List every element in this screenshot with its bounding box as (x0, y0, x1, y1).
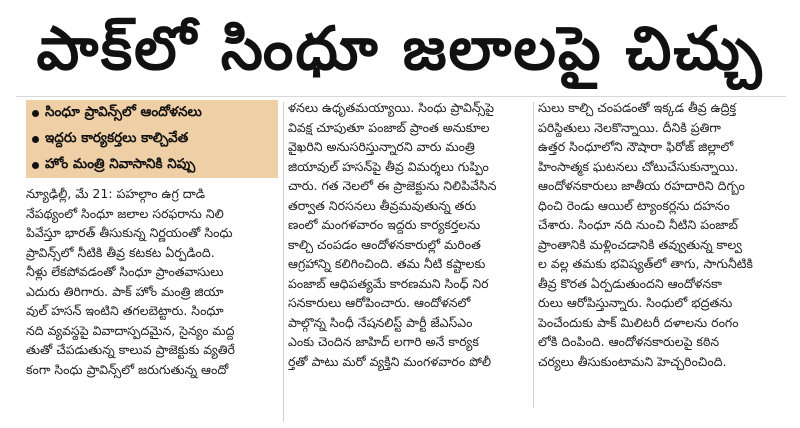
text-line: సులు కాల్చి చంపడంతో ఇక్కడ తీవ్ర ఉద్రిక్త (538, 100, 736, 115)
bullet-icon (32, 162, 39, 169)
text-line: సనకారులు ఆరోపించారు. ఆందోళనలో (288, 295, 471, 310)
column-divider (533, 102, 534, 408)
text-line: ఎంకు చెందిన జాహిద్ లగారి అనే కార్యక (288, 334, 479, 349)
text-line: ఆగ్రహాన్ని కలిగించింది. తమ నీటి కష్టాలకు (288, 256, 486, 271)
article-column-1 (26, 184, 278, 424)
text-line: ఎదురు తిరిగారు. పాక్ హోం మంత్రి జియా (26, 283, 224, 299)
bullet-icon (32, 136, 39, 143)
highlight-text: హోం మంత్రి నివాసానికి నిప్పు (45, 155, 196, 172)
text-line: వివక్ష చూపుతూ పంజాబ్ ప్రాంత అనుకూల (288, 119, 490, 135)
text-line: ల వల్ల తమకు భవిష్యత్‌లో తాగు, సాగునీటికి (538, 256, 753, 271)
article-column-2 (288, 98, 528, 422)
headline-rule (16, 96, 786, 97)
text-line: పరిస్థితులు నెలకొన్నాయి. దీనికి ప్రతిగా (538, 119, 721, 135)
text-line: వుల్ హసన్ ఇంటిని తగలబెట్టారు. సింధూ (26, 303, 224, 318)
text-line: తర్వాత నిరసనలు తీవ్రమవుతున్న తరు (288, 197, 477, 213)
highlight-text: సింధూ ప్రావిన్స్‌లో ఆందోళనలు (45, 103, 202, 120)
text-line: ధించి రెండు ఆయిల్ ట్యాంకర్లను దహనం (538, 197, 730, 213)
highlight-item (26, 100, 278, 126)
text-line: ణంలో మంగళవారం ఇద్దరు కార్యకర్తలను (288, 217, 481, 232)
text-line: ర్తతో పాటు మరో వ్యక్తిని మంగళవారం పోలీ (288, 353, 492, 369)
text-line: పెంచేందుకు పాక్ మిలిటరీ దళాలను రంగం (538, 314, 739, 330)
text-line: కాల్చి చంపడం ఆందోళనకారుల్లో మరింత (288, 236, 481, 252)
text-line: ప్రాంతానికి మళ్లించడానికి తవ్వుతున్న కాల్వ (538, 236, 742, 252)
highlight-item (26, 152, 278, 178)
headline: పాక్‌లో సింధూ జలాలపై చిచ్చు (36, 14, 764, 84)
bullet-icon (32, 110, 39, 117)
text-line: నది వ్యవస్థపై వివాదాస్పదమైన, సైన్యం మద్ద (26, 322, 235, 338)
text-line: తుతో చేపడుతున్న కాలువ ప్రాజెక్టుకు వ్యతిరే (26, 342, 235, 357)
text-line: హింసాత్మక ఘటనలు చోటుచేసుకున్నాయి. (538, 158, 739, 174)
text-line: పంజాబ్ ఆధిపత్యమే కారణమని సింధ్ నిర (288, 275, 489, 291)
text-line: ళనలు ఉధృతమయ్యాయి. సింధు ప్రావిన్స్‌పై (288, 100, 494, 115)
text-line: పివేస్తూ భారత్ తీసుకున్న నిర్ణయంతో సింధు (26, 225, 233, 240)
text-line: కంగా సింధు ప్రావిన్స్‌లో జరుగుతున్న ఆందో (26, 361, 229, 377)
text-line: చర్యలు తీసుకుంటామని హెచ్చరించింది. (538, 353, 727, 369)
text-line: రులు ఆరోపిస్తున్నారు. సింధులో భద్రతను (538, 295, 733, 310)
text-line: నీళ్లు లేకపోవడంతో సింధూ ప్రాంతవాసులు (26, 264, 224, 279)
text-line: చేశారు. సింధూ నది నుంచి నీటిని పంజాబ్ (538, 217, 738, 232)
text-line: చారు. గత నెలలో ఈ ప్రాజెక్టును నిలిపివేసిన (288, 178, 497, 193)
highlights-box (26, 100, 278, 178)
text-line: పాల్గొన్న సింధీ నేషనలిస్ట్ పార్టీ జేఎస్ఎం (288, 314, 473, 330)
column-divider (283, 102, 284, 422)
text-line: ప్రావిన్స్‌లో నీటికి తీవ్ర కటకట ఏర్పడింది. (26, 244, 215, 260)
text-line: ఆందోళనకారులు జాతీయ రహదారిని దిగ్బం (538, 178, 745, 193)
text-line: ఉత్తర సింధూలోని నౌషారా ఫిరోజ్ జిల్లాలో (538, 139, 734, 154)
text-line: నేపథ్యంలో సింధూ జలాల సరఫరాను నిలి (26, 205, 224, 221)
text-line: తీవ్ర కొరత ఏర్పడుతుందని ఆందోళనకా (538, 275, 722, 291)
highlight-text: ఇద్దరు కార్యకర్తలు కాల్చివేత (45, 129, 189, 146)
text-line: లోకి దింపింది. ఆందోళనకారులపై కఠిన (538, 334, 720, 349)
text-line: న్యూఢిల్లీ, మే 21: పహల్గాం ఉగ్ర దాడి (26, 186, 206, 201)
highlight-item (26, 126, 278, 152)
text-line: జియావుల్ హసన్‌పై తీవ్ర విమర్శలు గుప్పిం (288, 158, 489, 174)
text-line: వైఖరిని అనుసరిస్తున్నారని వారు మంత్రి (288, 139, 475, 154)
article-column-3 (538, 98, 780, 404)
